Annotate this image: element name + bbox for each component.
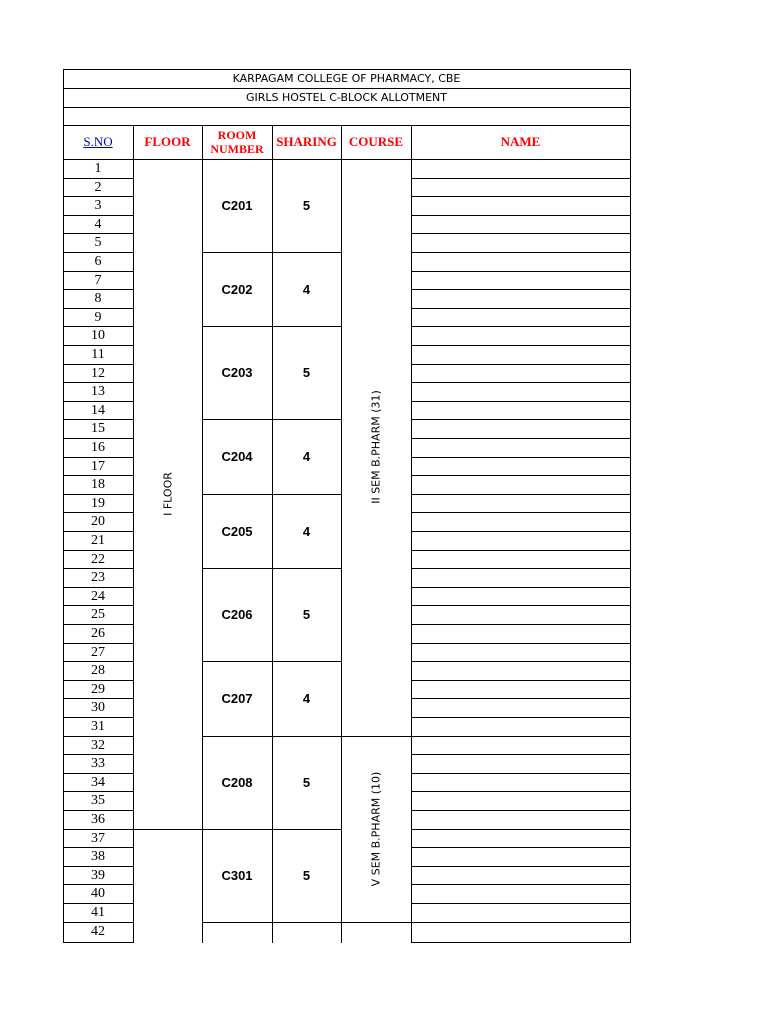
name-cell[interactable] — [412, 197, 630, 215]
name-row-line — [411, 791, 631, 792]
sno-row-line — [63, 252, 134, 253]
name-cell[interactable] — [412, 644, 630, 662]
sno-row-line — [63, 382, 134, 383]
room-number: C207 — [221, 690, 253, 706]
name-row-line — [411, 438, 631, 439]
sno-row-line — [63, 401, 134, 402]
sno-row-line — [63, 308, 134, 309]
sno-row-line — [63, 866, 134, 867]
serial-number: 11 — [91, 346, 105, 362]
serial-number: 34 — [91, 774, 105, 790]
header-course: COURSE — [348, 134, 404, 149]
room-number: C202 — [221, 281, 253, 297]
room-number: C208 — [221, 775, 253, 790]
name-cell[interactable] — [412, 476, 630, 494]
col-line-sno — [133, 125, 134, 943]
serial-number: 30 — [91, 699, 105, 715]
name-cell[interactable] — [412, 253, 630, 271]
sno-row-line — [63, 438, 134, 439]
name-row-line — [411, 866, 631, 867]
serial-number: 37 — [91, 830, 105, 846]
sharing-count: 5 — [302, 775, 311, 790]
serial-number: 23 — [91, 569, 105, 585]
sno-row-line — [63, 698, 134, 699]
name-row-line — [411, 736, 631, 737]
serial-number: 6 — [94, 253, 102, 269]
name-row-line — [411, 531, 631, 532]
name-row-line — [411, 587, 631, 588]
sharing-count: 4 — [302, 281, 311, 297]
name-cell[interactable] — [412, 606, 630, 624]
sno-row-line — [63, 233, 134, 234]
name-cell[interactable] — [412, 532, 630, 550]
sno-row-line — [63, 810, 134, 811]
name-row-line — [411, 196, 631, 197]
serial-number: 27 — [91, 644, 105, 660]
sharing-count: 5 — [302, 607, 311, 622]
serial-number: 29 — [91, 681, 105, 697]
header-sharing: SHARING — [276, 134, 337, 149]
name-cell[interactable] — [412, 272, 630, 290]
sno-row-line — [63, 773, 134, 774]
name-row-line — [411, 605, 631, 606]
name-cell[interactable] — [412, 699, 630, 717]
serial-number: 40 — [91, 885, 105, 901]
name-row-line — [411, 847, 631, 848]
serial-number: 38 — [91, 848, 105, 864]
sno-row-line — [63, 550, 134, 551]
sno-row-line — [63, 884, 134, 885]
name-cell[interactable] — [412, 179, 630, 197]
serial-number: 4 — [94, 216, 102, 232]
course-label: II SEM B.PHARM (31) — [369, 390, 383, 505]
course-divider — [341, 736, 412, 737]
name-cell[interactable] — [412, 885, 630, 903]
sharing-count: 5 — [302, 198, 311, 213]
room-number: C206 — [221, 607, 253, 622]
sno-row-line — [63, 587, 134, 588]
name-cell[interactable] — [412, 458, 630, 476]
course-divider — [341, 922, 412, 923]
college-title: KARPAGAM COLLEGE OF PHARMACY, CBE — [232, 72, 461, 85]
name-row-line — [411, 568, 631, 569]
name-cell[interactable] — [412, 495, 630, 513]
sno-row-line — [63, 661, 134, 662]
serial-number: 42 — [91, 923, 105, 939]
serial-number: 19 — [91, 495, 105, 511]
name-cell[interactable] — [412, 439, 630, 457]
name-cell[interactable] — [412, 420, 630, 438]
sno-row-line — [63, 643, 134, 644]
name-row-line — [411, 922, 631, 923]
room-number: C201 — [221, 198, 253, 213]
sharing-count: 5 — [302, 365, 311, 380]
serial-number: 32 — [91, 737, 105, 753]
name-bottom-line — [411, 942, 631, 943]
name-row-line — [411, 271, 631, 272]
name-row-line — [411, 252, 631, 253]
serial-number: 13 — [91, 383, 105, 399]
name-row-line — [411, 382, 631, 383]
serial-number: 36 — [91, 811, 105, 827]
header-floor: FLOOR — [144, 134, 191, 149]
serial-number: 15 — [91, 420, 105, 436]
name-cell[interactable] — [412, 904, 630, 922]
name-row-line — [411, 624, 631, 625]
serial-number: 7 — [94, 272, 102, 288]
serial-number: 26 — [91, 625, 105, 641]
name-cell[interactable] — [412, 867, 630, 885]
room-number: C203 — [221, 365, 253, 380]
name-cell[interactable] — [412, 402, 630, 420]
serial-number: 3 — [94, 197, 102, 213]
sno-row-line — [63, 680, 134, 681]
serial-number: 10 — [91, 327, 105, 343]
col-line-sharing — [341, 125, 342, 943]
sno-row-line — [63, 754, 134, 755]
name-cell[interactable] — [412, 234, 630, 252]
sno-row-line — [63, 457, 134, 458]
name-cell[interactable] — [412, 383, 630, 401]
name-cell[interactable] — [412, 569, 630, 587]
name-row-line — [411, 773, 631, 774]
sno-row-line — [63, 419, 134, 420]
serial-number: 39 — [91, 867, 105, 883]
sno-row-line — [63, 717, 134, 718]
serial-number: 12 — [91, 365, 105, 381]
sno-row-line — [63, 475, 134, 476]
name-row-line — [411, 550, 631, 551]
serial-number: 21 — [91, 532, 105, 548]
serial-number: 22 — [91, 551, 105, 567]
name-cell[interactable] — [412, 160, 630, 178]
serial-number: 18 — [91, 476, 105, 492]
name-row-line — [411, 419, 631, 420]
name-cell[interactable] — [412, 923, 630, 941]
sno-row-line — [63, 736, 134, 737]
name-cell[interactable] — [412, 848, 630, 866]
sharing-count: 4 — [302, 690, 311, 706]
name-cell[interactable] — [412, 551, 630, 569]
course-label: V SEM B.PHARM (10) — [369, 771, 383, 886]
sno-row-line — [63, 494, 134, 495]
serial-number: 17 — [91, 458, 105, 474]
sno-row-line — [63, 271, 134, 272]
sno-row-line — [63, 512, 134, 513]
serial-number: 35 — [91, 792, 105, 808]
name-row-line — [411, 754, 631, 755]
name-row-line — [411, 308, 631, 309]
name-row-line — [411, 810, 631, 811]
name-cell[interactable] — [412, 625, 630, 643]
name-row-line — [411, 401, 631, 402]
sharing-count: 4 — [302, 523, 311, 539]
name-cell[interactable] — [412, 830, 630, 848]
name-row-line — [411, 326, 631, 327]
name-row-line — [411, 829, 631, 830]
name-row-line — [411, 903, 631, 904]
name-row-line — [411, 233, 631, 234]
sno-row-line — [63, 922, 134, 923]
sno-row-line — [63, 791, 134, 792]
room-number: C205 — [221, 523, 253, 539]
name-cell[interactable] — [412, 290, 630, 308]
sno-row-line — [63, 624, 134, 625]
subtitle-divider — [63, 107, 631, 108]
sno-row-line — [63, 364, 134, 365]
name-cell[interactable] — [412, 718, 630, 736]
name-row-line — [411, 364, 631, 365]
serial-number: 28 — [91, 662, 105, 678]
name-cell[interactable] — [412, 755, 630, 773]
name-cell[interactable] — [412, 774, 630, 792]
name-row-line — [411, 512, 631, 513]
serial-number: 1 — [94, 160, 102, 176]
name-cell[interactable] — [412, 513, 630, 531]
sno-row-line — [63, 568, 134, 569]
name-cell[interactable] — [412, 327, 630, 345]
header-room-line-1: ROOM — [217, 128, 257, 142]
sno-row-line — [63, 345, 134, 346]
sno-row-line — [63, 531, 134, 532]
name-cell[interactable] — [412, 792, 630, 810]
sno-row-line — [63, 847, 134, 848]
serial-number: 5 — [94, 234, 102, 250]
name-cell[interactable] — [412, 811, 630, 829]
title-divider — [63, 88, 631, 89]
sheet-subtitle: GIRLS HOSTEL C-BLOCK ALLOTMENT — [246, 91, 447, 104]
serial-number: 2 — [94, 179, 102, 195]
room-number: C301 — [221, 868, 253, 883]
title-right-border — [630, 69, 631, 126]
sno-row-line — [63, 605, 134, 606]
sno-row-line — [63, 829, 134, 830]
name-row-line — [411, 680, 631, 681]
name-row-line — [411, 698, 631, 699]
name-cell[interactable] — [412, 662, 630, 680]
serial-number: 20 — [91, 513, 105, 529]
name-row-line — [411, 643, 631, 644]
serial-number: 41 — [91, 904, 105, 920]
name-cell[interactable] — [412, 737, 630, 755]
serial-number: 24 — [91, 588, 105, 604]
header-room-number — [202, 125, 272, 159]
table-top-border — [63, 69, 631, 70]
sharing-count: 5 — [302, 868, 311, 883]
name-cell[interactable] — [412, 216, 630, 234]
sno-bottom-line — [63, 942, 134, 943]
name-row-line — [411, 215, 631, 216]
serial-number: 8 — [94, 290, 102, 306]
name-row-line — [411, 717, 631, 718]
name-cell[interactable] — [412, 365, 630, 383]
header-top-border — [63, 125, 631, 126]
sharing-count: 4 — [302, 448, 311, 464]
name-row-line — [411, 494, 631, 495]
header-sno: S.NO — [83, 134, 113, 149]
name-cell[interactable] — [412, 681, 630, 699]
floor-divider — [133, 829, 203, 830]
serial-number: 31 — [91, 718, 105, 734]
serial-number: 25 — [91, 606, 105, 622]
sno-row-line — [63, 903, 134, 904]
serial-number: 33 — [91, 755, 105, 771]
room-divider — [202, 922, 342, 923]
header-room-line-2: NUMBER — [210, 142, 264, 156]
floor-label: I FLOOR — [161, 471, 174, 516]
serial-number: 16 — [91, 439, 105, 455]
sno-row-line — [63, 178, 134, 179]
sno-row-line — [63, 215, 134, 216]
sno-row-line — [63, 289, 134, 290]
serial-number: 9 — [94, 309, 102, 325]
name-row-line — [411, 661, 631, 662]
name-row-line — [411, 475, 631, 476]
title-left-border — [63, 69, 64, 126]
sno-row-line — [63, 196, 134, 197]
name-row-line — [411, 178, 631, 179]
sno-row-line — [63, 326, 134, 327]
name-row-line — [411, 345, 631, 346]
name-row-line — [411, 457, 631, 458]
name-row-line — [411, 289, 631, 290]
room-number: C204 — [221, 448, 253, 464]
name-cell[interactable] — [412, 309, 630, 327]
name-cell[interactable] — [412, 346, 630, 364]
col-line-right — [630, 125, 631, 943]
name-row-line — [411, 884, 631, 885]
name-cell[interactable] — [412, 588, 630, 606]
header-name: NAME — [500, 134, 541, 149]
serial-number: 14 — [91, 402, 105, 418]
